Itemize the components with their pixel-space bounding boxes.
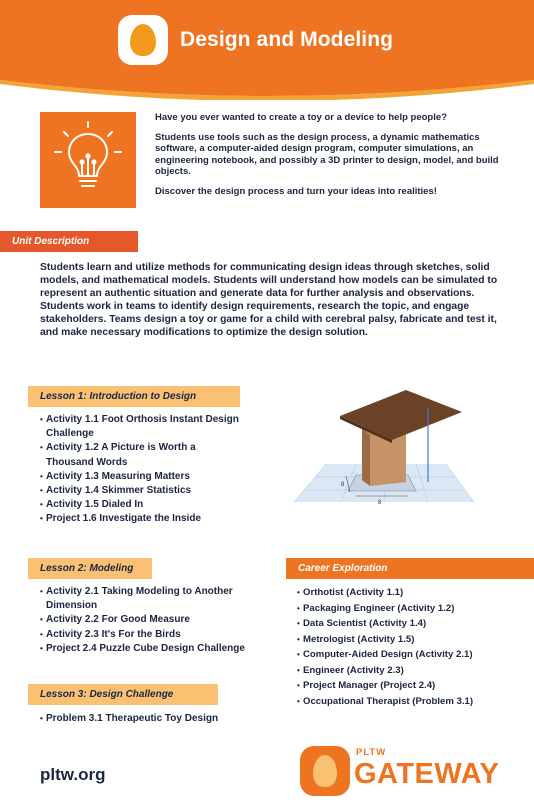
- list-item: • Activity 2.1 Taking Modeling to Another Dimension: [40, 585, 275, 613]
- list-item: • Project 2.4 Puzzle Cube Design Challenge: [40, 642, 275, 656]
- cad-birdhouse-model-image: [286, 380, 486, 513]
- list-item: • Activity 1.3 Measuring Matters: [40, 470, 245, 484]
- logo-drop-shape: [313, 755, 337, 787]
- page-title: Design and Modeling: [180, 28, 394, 51]
- list-item: • Problem 3.1 Therapeutic Toy Design: [40, 712, 275, 726]
- lightbulb-circuit-icon: [40, 112, 136, 208]
- list-item: • Project 1.6 Investigate the Inside: [40, 512, 245, 526]
- list-item: • Activity 1.1 Foot Orthosis Instant Design Challenge: [40, 413, 245, 441]
- pltw-gateway-logo: [300, 746, 350, 796]
- list-item: • Computer-Aided Design (Activity 2.1): [297, 647, 522, 663]
- list-item: • Activity 1.2 A Picture is Worth a Thousand Words: [40, 441, 245, 469]
- intro-text: [155, 112, 505, 206]
- list-item: • Activity 2.2 For Good Measure: [40, 613, 275, 627]
- career-exploration-heading: Career Exploration: [286, 558, 534, 579]
- intro-question: Have you ever wanted to create a toy or a device to help people?: [155, 112, 447, 123]
- intro-tools: Students use tools such as the design process, a dynamic mathematics software, a computer-aided design program, computer simulations, an engineering notebook, and possibly a 3D printer to design, model, and build objects.: [155, 131, 499, 178]
- list-item: • Engineer (Activity 2.3): [297, 663, 522, 679]
- list-item: • Metrologist (Activity 1.5): [297, 632, 522, 648]
- lesson1-list: [40, 413, 245, 527]
- dimension-label-width: 8: [378, 500, 382, 506]
- career-list: [297, 585, 522, 709]
- list-item: • Data Scientist (Activity 1.4): [297, 616, 522, 632]
- list-item: • Activity 1.5 Dialed In: [40, 498, 245, 512]
- dimension-label-depth: 8: [341, 482, 345, 488]
- lesson1-heading: Lesson 1: Introduction to Design: [28, 386, 240, 407]
- list-item: • Project Manager (Project 2.4): [297, 678, 522, 694]
- list-item: • Orthotist (Activity 1.1): [297, 585, 522, 601]
- list-item: • Activity 1.4 Skimmer Statistics: [40, 484, 245, 498]
- lesson2-list: [40, 585, 275, 656]
- unit-description-body: Students learn and utilize methods for communicating design ideas through sketches, solid models, and mathematical models. Students will understand how models can be simulated to represent an authentic situation and generate data for further analysis and observations. Students work in teams to identify design requirements, research the topic, and engage stakeholders. Teams design a toy or game for a child with cerebral palsy, fabricate and test it, and make necessary modifications to optimize the design solution.: [40, 262, 498, 338]
- lesson3-list: [40, 712, 275, 726]
- list-item: • Activity 2.3 It's For the Birds: [40, 628, 275, 642]
- unit-description-heading: Unit Description: [0, 231, 138, 252]
- brand-small-text: PLTW: [356, 747, 387, 758]
- list-item: • Packaging Engineer (Activity 1.2): [297, 601, 522, 617]
- brand-large-text: GATEWAY: [354, 758, 500, 790]
- page-header: [0, 0, 534, 100]
- footer-url-link[interactable]: pltw.org: [40, 765, 106, 784]
- lesson2-heading: Lesson 2: Modeling: [28, 558, 152, 579]
- list-item: • Occupational Therapist (Problem 3.1): [297, 694, 522, 710]
- intro-cta: Discover the design process and turn your ideas into realities!: [155, 185, 437, 197]
- lesson3-heading: Lesson 3: Design Challenge: [28, 684, 218, 705]
- pltw-drop-logo: [118, 15, 168, 65]
- logo-drop-shape: [130, 24, 156, 56]
